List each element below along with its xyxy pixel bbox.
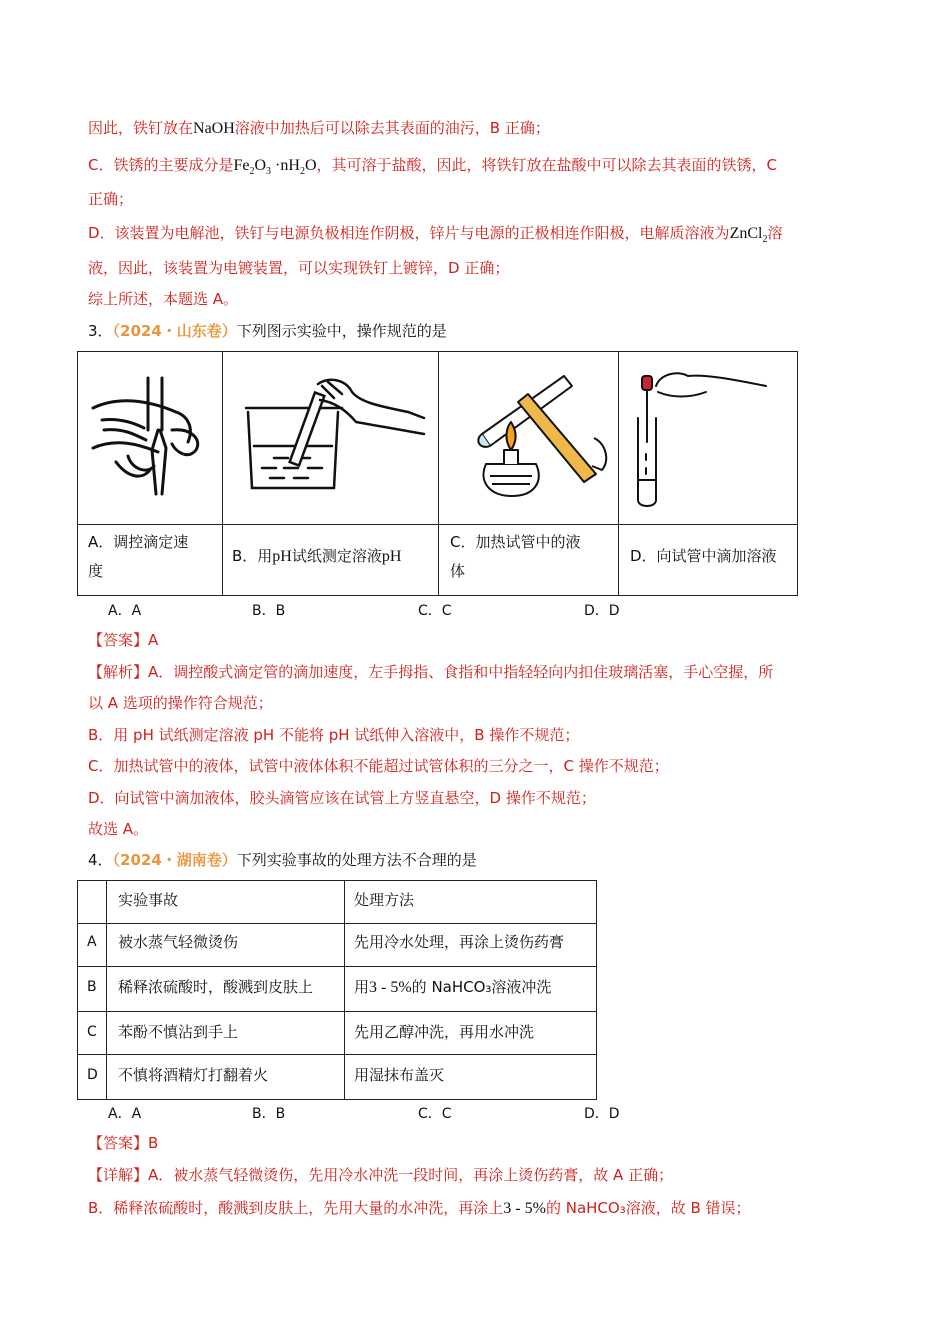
choice-b[interactable]: B．B <box>252 603 286 619</box>
explanation-line-1: 因此，铁钉放在NaOH溶液中加热后可以除去其表面的油污，B 正确； <box>88 119 550 137</box>
explanation-line-5: 液，因此，该装置为电镀装置，可以实现铁钉上镀锌，D 正确； <box>88 259 510 277</box>
row-a-accident: 被水蒸气轻微烫伤 <box>118 933 239 951</box>
q3-source: （2024・山东卷） <box>112 322 237 340</box>
q4-accident-table <box>77 880 597 1100</box>
option-a-caption: A．调控滴定速 度 <box>88 533 189 580</box>
q4-detail-1: 【详解】A．被水蒸气轻微烫伤，先用冷水冲洗一段时间，再涂上烫伤药膏，故 A 正确； <box>88 1166 674 1184</box>
titration-illustration <box>88 370 214 500</box>
choice-c[interactable]: C．C <box>418 1106 452 1122</box>
q3-analysis-3: B．用 pH 试纸测定溶液 pH 不能将 pH 试纸伸入溶液中，B 操作不规范； <box>88 726 580 744</box>
q4-detail-2: B．稀释浓硫酸时，酸溅到皮肤上，先用大量的水冲洗，再涂上3 - 5%的 NaHCO₃溶液，故 B 错误； <box>88 1199 751 1217</box>
q3-stem: 3．（2024・山东卷）下列图示实验中，操作规范的是 <box>88 322 447 340</box>
q3-figure-table <box>77 351 798 596</box>
row-b-method: 用3 - 5%的 NaHCO₃溶液冲洗 <box>354 978 552 996</box>
explanation-line-2: C．铁锈的主要成分是$Fe_2O_3 \cdot nH_2O$，其可溶于盐酸，因此，将铁钉放在盐酸中可以除去其表面的铁锈，C <box>88 156 777 178</box>
q3-analysis-4: C．加热试管中的液体，试管中液体体积不能超过试管体积的三分之一，C 操作不规范； <box>88 757 669 775</box>
option-c-caption: C．加热试管中的液 体 <box>450 533 581 580</box>
formula-naoh: NaOH <box>193 120 235 137</box>
row-c-method: 先用乙醇冲洗，再用水冲洗 <box>354 1023 535 1041</box>
q3-analysis-1: 【解析】A．调控酸式滴定管的滴加速度，左手拇指、食指和中指轻轻向内扣住玻璃活塞，手心空握，所 <box>88 663 774 681</box>
formula-zncl2: ZnCl$_2$ <box>729 225 768 246</box>
formula-rust: $Fe_2O_3 \cdot nH_2O$ <box>233 157 317 178</box>
choice-d[interactable]: D．D <box>584 603 620 619</box>
header-method: 处理方法 <box>354 891 415 909</box>
row-d-method: 用湿抹布盖灭 <box>354 1066 445 1084</box>
row-b-key: B <box>87 979 97 995</box>
explanation-conclusion: 综上所述，本题选 A。 <box>88 290 239 308</box>
choice-b[interactable]: B．B <box>252 1106 286 1122</box>
choice-a[interactable]: A．A <box>108 1106 142 1122</box>
option-d-caption: D．向试管中滴加溶液 <box>630 547 777 565</box>
ph-paper-illustration <box>238 372 428 502</box>
q3-answer: 【答案】A <box>88 631 159 649</box>
row-c-accident: 苯酚不慎沾到手上 <box>118 1023 239 1041</box>
row-a-method: 先用冷水处理，再涂上烫伤药膏 <box>354 933 565 951</box>
choice-c[interactable]: C．C <box>418 603 452 619</box>
q3-analysis-5: D．向试管中滴加液体，胶头滴管应该在试管上方竖直悬空，D 操作不规范； <box>88 789 596 807</box>
row-a-key: A <box>87 934 97 950</box>
q4-answer: 【答案】B <box>88 1134 159 1152</box>
row-d-key: D <box>87 1067 98 1083</box>
row-d-accident: 不慎将酒精灯打翻着火 <box>118 1066 269 1084</box>
dropper-illustration <box>626 362 796 512</box>
q4-source: （2024・湖南卷） <box>112 851 237 869</box>
q4-stem: 4．（2024・湖南卷）下列实验事故的处理方法不合理的是 <box>88 851 477 869</box>
q3-analysis-2: 以 A 选项的操作符合规范； <box>88 694 273 712</box>
q3-conclusion: 故选 A。 <box>88 820 149 838</box>
choice-a[interactable]: A．A <box>108 603 142 619</box>
option-b-caption: B．用pH试纸测定溶液pH <box>232 547 402 565</box>
heating-tube-illustration <box>446 364 614 508</box>
row-c-key: C <box>87 1024 97 1040</box>
row-b-accident: 稀释浓硫酸时，酸溅到皮肤上 <box>118 978 314 996</box>
choice-d[interactable]: D．D <box>584 1106 620 1122</box>
header-accident: 实验事故 <box>118 891 179 909</box>
explanation-line-4: D．该装置为电解池，铁钉与电源负极相连作阴极，锌片与电源的正极相连作阳极，电解质溶液为ZnCl$_2$溶 <box>88 224 783 246</box>
explanation-line-3: 正确； <box>88 190 134 208</box>
